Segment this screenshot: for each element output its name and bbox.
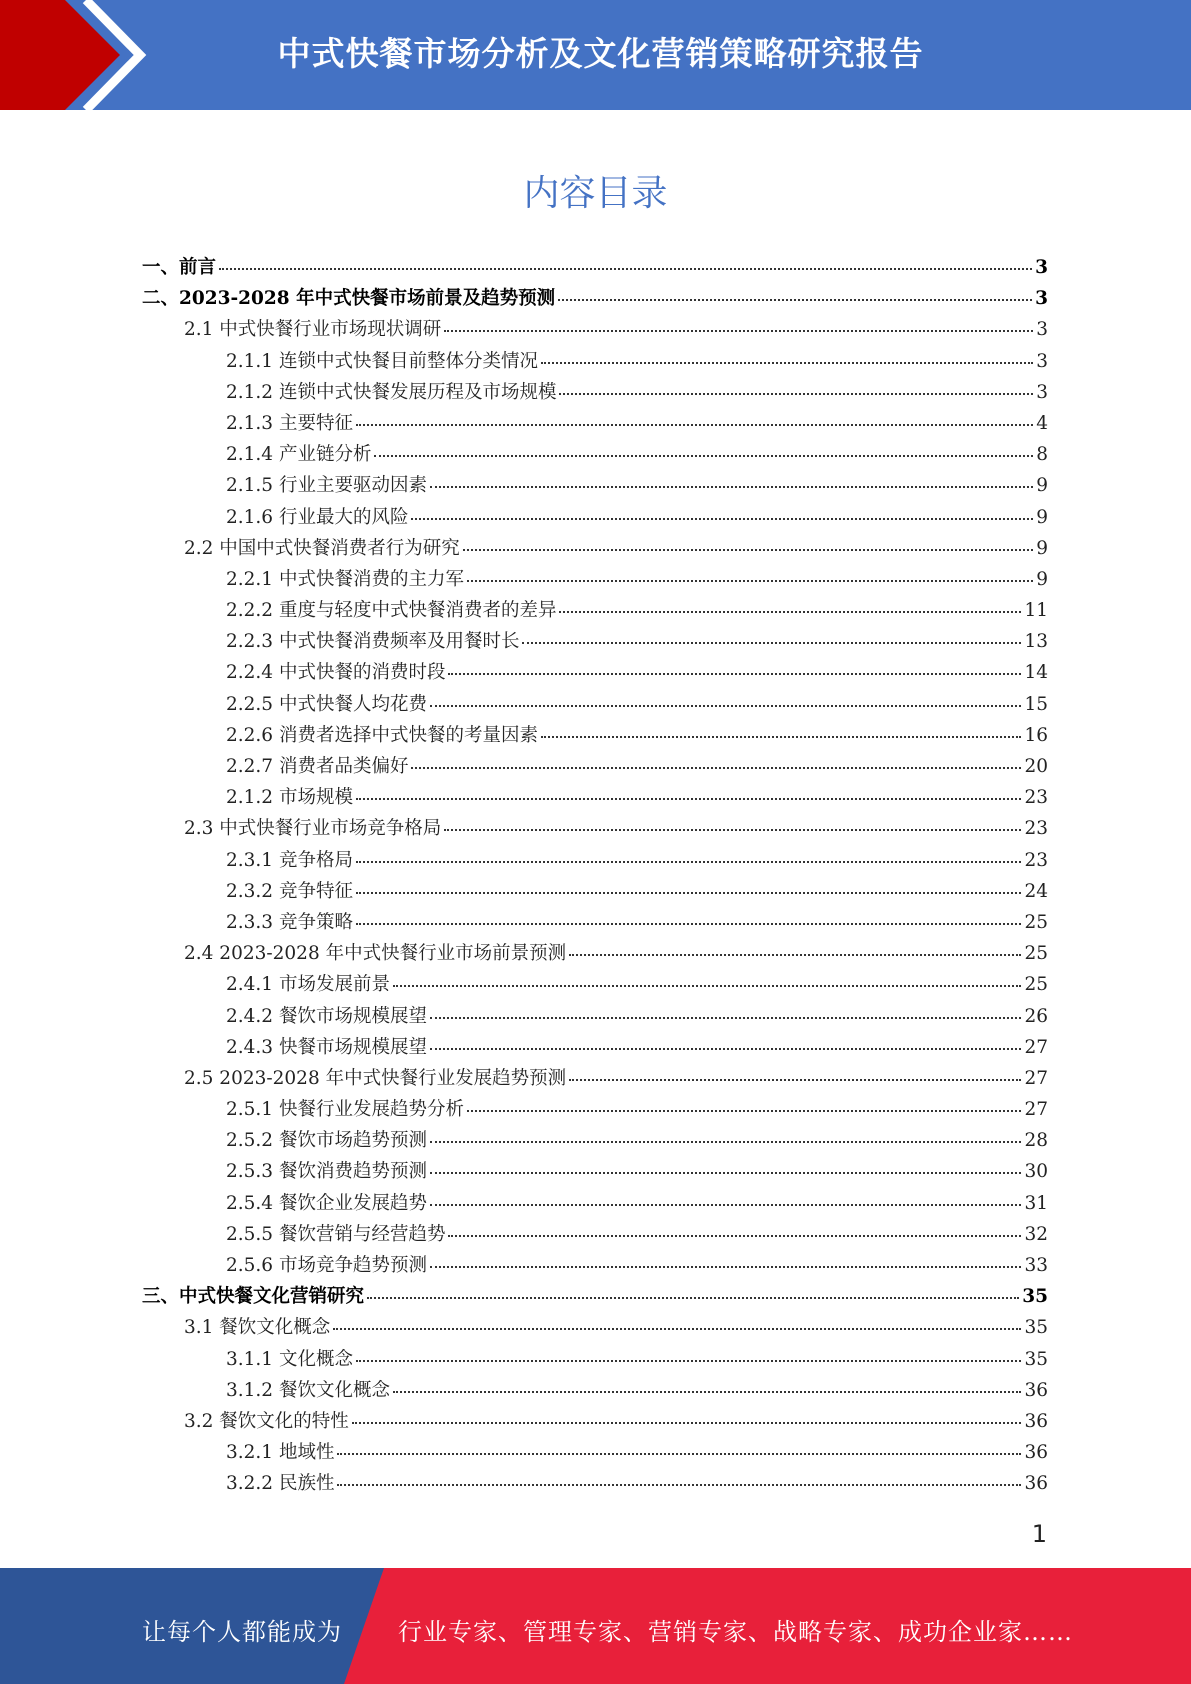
toc-entry-title: 2.4 2023-2028 年中式快餐行业市场前景预测	[184, 943, 567, 965]
toc-entry[interactable]	[142, 503, 1048, 534]
toc-entry[interactable]	[142, 1345, 1048, 1376]
toc-entry-page: 35	[1024, 1348, 1048, 1370]
toc-entry[interactable]	[142, 471, 1048, 502]
toc-dot-leader	[430, 705, 1021, 707]
toc-dot-leader	[467, 1110, 1021, 1112]
toc-entry-page: 15	[1024, 693, 1048, 715]
toc-entry[interactable]	[142, 253, 1048, 284]
toc-dot-leader	[558, 299, 1032, 301]
toc-heading: 内容目录	[523, 173, 668, 214]
toc-entry-page: 20	[1024, 756, 1048, 777]
toc-dot-leader	[541, 362, 1033, 364]
toc-entry[interactable]	[142, 1157, 1048, 1188]
toc-dot-leader	[522, 642, 1021, 644]
toc-dot-leader	[393, 985, 1021, 987]
toc-dot-leader	[430, 1048, 1021, 1050]
toc-dot-leader	[356, 1360, 1022, 1362]
toc-dot-leader	[559, 393, 1033, 395]
toc-entry-page: 9	[1036, 568, 1048, 590]
toc-entry-title: 2.5.2 餐饮市场趋势预测	[226, 1130, 427, 1152]
toc-entry[interactable]	[142, 1095, 1048, 1126]
toc-entry-title: 2.1.1 连锁中式快餐目前整体分类情况	[226, 350, 538, 372]
toc-entry-page: 13	[1024, 631, 1048, 653]
toc-entry-title: 2.5.3 餐饮消费趋势预测	[226, 1161, 427, 1183]
toc-entry-page: 4	[1036, 412, 1048, 434]
toc-dot-leader	[430, 1266, 1021, 1268]
toc-entry-title: 2.5 2023-2028 年中式快餐行业发展趋势预测	[184, 1067, 567, 1089]
toc-dot-leader	[393, 1391, 1021, 1393]
toc-entry-title: 2.1.6 行业最大的风险	[226, 506, 409, 528]
toc-entry[interactable]	[142, 1376, 1048, 1407]
toc-entry-page: 25	[1024, 943, 1048, 965]
toc-entry-title: 2.1.3 主要特征	[226, 412, 353, 434]
toc-entry-page: 3	[1036, 381, 1048, 403]
toc-entry[interactable]	[142, 783, 1048, 814]
toc-entry-page: 3	[1035, 257, 1048, 278]
toc-dot-leader	[430, 1172, 1021, 1174]
toc-entry-title: 3.2.2 民族性	[226, 1473, 335, 1495]
toc-dot-leader	[356, 861, 1022, 863]
toc-entry-title: 2.1.4 产业链分析	[226, 444, 372, 466]
toc-entry[interactable]	[142, 440, 1048, 471]
toc-entry[interactable]	[142, 409, 1048, 440]
toc-entry-title: 2.5.6 市场竞争趋势预测	[226, 1255, 427, 1276]
toc-entry[interactable]	[142, 814, 1048, 845]
toc-dot-leader	[569, 1079, 1021, 1081]
toc-entry[interactable]	[142, 970, 1048, 1001]
toc-entry-page: 28	[1024, 1130, 1048, 1152]
toc-entry-page: 30	[1024, 1161, 1048, 1183]
toc-entry[interactable]	[142, 1407, 1048, 1438]
toc-entry-page: 16	[1024, 724, 1048, 746]
toc-dot-leader	[430, 1017, 1021, 1019]
toc-entry-page: 36	[1024, 1410, 1048, 1432]
toc-entry-title: 2.1.5 行业主要驱动因素	[226, 475, 427, 497]
toc-dot-leader	[333, 1328, 1021, 1330]
toc-entry[interactable]	[142, 315, 1048, 346]
toc-dot-leader	[541, 736, 1021, 738]
toc-entry-title: 2.2.5 中式快餐人均花费	[226, 693, 427, 715]
toc-entry[interactable]	[142, 1220, 1048, 1251]
toc-entry-title: 2.2.3 中式快餐消费频率及用餐时长	[226, 631, 520, 653]
toc-entry[interactable]	[142, 1438, 1048, 1469]
toc-entry-page: 9	[1036, 537, 1048, 559]
toc-entry[interactable]	[142, 347, 1048, 378]
toc-dot-leader	[337, 1484, 1021, 1486]
toc-entry-page: 25	[1024, 974, 1048, 996]
toc-entry[interactable]	[142, 846, 1048, 877]
toc-entry-page: 3	[1035, 288, 1048, 310]
toc-entry[interactable]	[142, 1313, 1048, 1344]
toc-entry-page: 23	[1024, 818, 1048, 840]
toc-dot-leader	[430, 486, 1033, 488]
toc-entry[interactable]	[142, 658, 1048, 689]
toc-entry-title: 3.2 餐饮文化的特性	[184, 1410, 349, 1432]
toc-entry-title: 3.2.1 地域性	[226, 1442, 335, 1464]
toc-entry[interactable]	[142, 1251, 1048, 1282]
toc-entry[interactable]	[142, 721, 1048, 752]
toc-dot-leader	[430, 1204, 1021, 1206]
toc-entry-page: 32	[1024, 1223, 1048, 1245]
toc-entry-page: 25	[1024, 911, 1048, 933]
toc-dot-leader	[356, 892, 1022, 894]
toc-entry-title: 2.3.1 竞争格局	[226, 849, 353, 871]
toc-entry-page: 23	[1024, 787, 1048, 809]
toc-entry-page: 27	[1024, 1067, 1048, 1089]
toc-entry[interactable]	[142, 908, 1048, 939]
toc-entry-page: 27	[1024, 1099, 1048, 1121]
toc-entry[interactable]	[142, 1469, 1048, 1500]
toc-dot-leader	[367, 1297, 1019, 1299]
toc-entry[interactable]	[142, 596, 1048, 627]
toc-entry[interactable]	[142, 565, 1048, 596]
toc-entry-page: 35	[1024, 1317, 1048, 1339]
table-of-contents	[142, 253, 1048, 1501]
toc-entry-title: 2.3.2 竞争特征	[226, 880, 353, 902]
toc-entry-title: 2.2.6 消费者选择中式快餐的考量因素	[226, 724, 538, 746]
toc-entry-page: 36	[1024, 1473, 1048, 1495]
toc-entry-page: 23	[1024, 849, 1048, 871]
footer-slogan-right: 行业专家、管理专家、营销专家、战略专家、成功企业家……	[398, 1618, 1073, 1646]
toc-entry[interactable]	[142, 1064, 1048, 1095]
toc-entry-title: 2.2 中国中式快餐消费者行为研究	[184, 537, 460, 559]
toc-entry-title: 三、中式快餐文化营销研究	[142, 1286, 365, 1308]
toc-entry-title: 2.5.1 快餐行业发展趋势分析	[226, 1099, 464, 1121]
toc-entry[interactable]	[142, 752, 1048, 783]
toc-entry[interactable]	[142, 939, 1048, 970]
toc-entry-page: 26	[1024, 1005, 1048, 1027]
toc-dot-leader	[448, 673, 1021, 675]
toc-entry-title: 2.2.4 中式快餐的消费时段	[226, 662, 446, 684]
toc-dot-leader	[411, 518, 1033, 520]
toc-entry[interactable]	[142, 1282, 1048, 1313]
toc-dot-leader	[463, 549, 1033, 551]
toc-entry-page: 9	[1036, 506, 1048, 528]
toc-entry-title: 2.1.2 市场规模	[226, 787, 353, 809]
toc-entry[interactable]	[142, 1002, 1048, 1033]
toc-entry-page: 36	[1024, 1442, 1048, 1464]
toc-entry-title: 一、前言	[142, 257, 217, 278]
toc-entry-title: 二、2023-2028 年中式快餐市场前景及趋势预测	[142, 288, 556, 310]
toc-entry[interactable]	[142, 284, 1048, 315]
toc-dot-leader	[448, 1235, 1021, 1237]
toc-entry-title: 2.1 中式快餐行业市场现状调研	[184, 319, 442, 341]
toc-dot-leader	[430, 1141, 1021, 1143]
toc-entry-title: 2.2.2 重度与轻度中式快餐消费者的差异	[226, 600, 557, 622]
toc-dot-leader	[219, 268, 1032, 270]
toc-entry-page: 8	[1036, 444, 1048, 466]
toc-entry-title: 2.3.3 竞争策略	[226, 911, 353, 933]
toc-entry[interactable]	[142, 690, 1048, 721]
toc-entry[interactable]	[142, 378, 1048, 409]
toc-entry-title: 2.1.2 连锁中式快餐发展历程及市场规模	[226, 381, 557, 403]
toc-entry-page: 35	[1022, 1286, 1048, 1308]
toc-entry[interactable]	[142, 1189, 1048, 1220]
toc-entry-page: 36	[1024, 1379, 1048, 1401]
toc-entry[interactable]	[142, 1126, 1048, 1157]
toc-entry-page: 14	[1024, 662, 1048, 684]
toc-entry-title: 2.2.1 中式快餐消费的主力军	[226, 568, 464, 590]
toc-entry-title: 2.4.2 餐饮市场规模展望	[226, 1005, 427, 1027]
toc-entry-title: 2.3 中式快餐行业市场竞争格局	[184, 818, 442, 840]
toc-entry-title: 2.5.5 餐饮营销与经营趋势	[226, 1223, 446, 1245]
toc-dot-leader	[374, 455, 1033, 457]
toc-entry[interactable]	[142, 877, 1048, 908]
toc-dot-leader	[352, 1422, 1022, 1424]
toc-entry-title: 3.1 餐饮文化概念	[184, 1317, 331, 1339]
toc-entry[interactable]	[142, 1033, 1048, 1064]
toc-entry-page: 11	[1024, 600, 1048, 622]
toc-dot-leader	[356, 424, 1033, 426]
toc-dot-leader	[356, 798, 1022, 800]
toc-dot-leader	[559, 611, 1021, 613]
toc-entry-page: 9	[1036, 475, 1048, 497]
toc-dot-leader	[337, 1453, 1021, 1455]
toc-entry-title: 2.4.1 市场发展前景	[226, 974, 390, 996]
toc-entry-page: 31	[1024, 1192, 1048, 1214]
toc-entry-page: 24	[1024, 880, 1048, 902]
footer-slogan-left: 让每个人都能成为	[142, 1618, 342, 1646]
report-title: 中式快餐市场分析及文化营销策略研究报告	[277, 34, 924, 73]
header-banner	[0, 0, 1191, 110]
toc-entry-title: 3.1.2 餐饮文化概念	[226, 1379, 390, 1401]
toc-entry[interactable]	[142, 534, 1048, 565]
toc-entry-title: 2.4.3 快餐市场规模展望	[226, 1036, 427, 1058]
page-number: 1	[1031, 1520, 1047, 1548]
toc-entry-page: 3	[1036, 350, 1048, 372]
toc-dot-leader	[444, 330, 1033, 332]
toc-entry-title: 2.2.7 消费者品类偏好	[226, 756, 409, 777]
toc-entry-page: 3	[1036, 319, 1048, 341]
toc-entry-title: 3.1.1 文化概念	[226, 1348, 353, 1370]
toc-entry-page: 33	[1024, 1255, 1048, 1276]
toc-dot-leader	[569, 954, 1021, 956]
toc-dot-leader	[444, 829, 1021, 831]
toc-entry-page: 27	[1024, 1036, 1048, 1058]
toc-dot-leader	[411, 767, 1021, 769]
toc-dot-leader	[467, 580, 1033, 582]
toc-entry-title: 2.5.4 餐饮企业发展趋势	[226, 1192, 427, 1214]
toc-entry[interactable]	[142, 627, 1048, 658]
toc-dot-leader	[356, 923, 1022, 925]
